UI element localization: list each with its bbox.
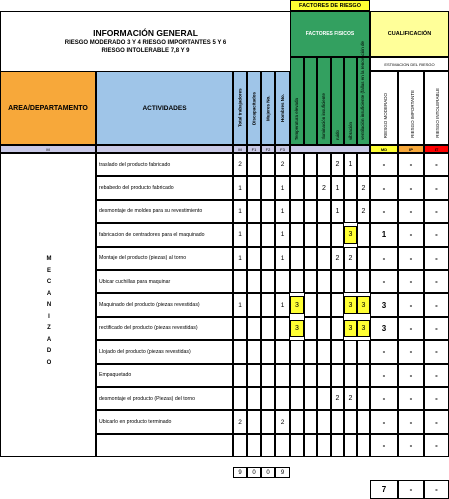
factor-cell [304, 270, 317, 293]
factor-ruido-header: ruido [331, 57, 344, 145]
factor-cell [304, 364, 317, 387]
riesgo-intolerable-cell: - [424, 176, 449, 199]
riesgo-importante-cell: - [398, 270, 424, 293]
mujeres-cell [261, 340, 275, 363]
factor-cell: 2 [331, 153, 344, 176]
total-cell [233, 387, 247, 410]
area-letters [45, 254, 53, 369]
hombres-cell: 2 [275, 410, 290, 433]
subheader-disc: F1 [247, 145, 261, 153]
riesgo-importante-cell: - [398, 153, 424, 176]
area-mecanizado [0, 153, 96, 457]
activity-cell: Llojado del producto (piezas revestidas) [96, 340, 233, 363]
factor-cell: 3 [344, 226, 357, 243]
factor-cell [290, 223, 304, 246]
factor-cell [331, 317, 344, 340]
riesgo-intolerable-cell: - [424, 364, 449, 387]
discapacitados-cell [247, 317, 261, 340]
factor-cell [331, 223, 344, 246]
discapacitados-cell [247, 364, 261, 387]
mujeres-cell [261, 387, 275, 410]
factor-cell [290, 387, 304, 410]
total-cell [233, 270, 247, 293]
hombres-cell [275, 387, 290, 410]
factor-cell [331, 293, 344, 316]
area-letter: D [46, 348, 52, 354]
actividades-header: ACTIVIDADES [96, 71, 233, 145]
riesgo-moderado-cell: - [370, 153, 398, 176]
area-letter: I [48, 313, 50, 320]
riesgo-importante-cell: - [398, 223, 424, 246]
factor-cell: 3 [290, 296, 304, 313]
riesgo-moderado-cell: 3 [370, 293, 398, 316]
riesgo-moderado-header: RIESGO MODERADO [370, 71, 398, 145]
factor-cell [357, 340, 370, 363]
factor-cell: 3 [290, 320, 304, 337]
discapacitados-cell [247, 434, 261, 457]
total-cell [233, 434, 247, 457]
factor-cell [290, 364, 304, 387]
hombres-sum: 9 [275, 467, 290, 478]
factor-cell [290, 434, 304, 457]
factor-cell [357, 270, 370, 293]
final-ip: - [398, 480, 424, 499]
factor-cell [357, 434, 370, 457]
hombres-cell [275, 317, 290, 340]
activity-cell: fabricacion de centradores para el maquinado [96, 223, 233, 246]
hombres-cell [275, 340, 290, 363]
discapacitados-cell [247, 153, 261, 176]
riesgo-importante-cell: - [398, 247, 424, 270]
factor-cell [317, 223, 331, 246]
discapacitados-cell [247, 247, 261, 270]
factor-cell: 3 [357, 296, 370, 313]
total-cell: 2 [233, 153, 247, 176]
riesgo-moderado-cell: - [370, 270, 398, 293]
factor-cell [317, 200, 331, 223]
factor-cell [304, 223, 317, 246]
hombres-cell: 1 [275, 223, 290, 246]
riesgo-moderado-cell: - [370, 247, 398, 270]
activity-cell: desmontaje el producto (Piezas) del torno [96, 387, 233, 410]
factor-cell [331, 364, 344, 387]
subheader-area: M [0, 145, 96, 153]
riesgo-moderado-cell: - [370, 410, 398, 433]
total-cell: 1 [233, 293, 247, 316]
factor-iluminacion-header: Iluminación insuficiente [317, 57, 331, 145]
riesgo-moderado-cell: - [370, 340, 398, 363]
factor-cell [344, 200, 357, 223]
area-letter: O [46, 359, 52, 366]
activity-cell: traslado del producto fabricado [96, 153, 233, 176]
riesgo-moderado-cell: - [370, 434, 398, 457]
riesgo-moderado-cell: 3 [370, 317, 398, 340]
factor-cell: 2 [344, 247, 357, 270]
factor-cell [304, 317, 317, 340]
activity-cell: Ubicar cuchillas para maquinar [96, 270, 233, 293]
discapacitados-header: Discapacitados [247, 71, 261, 145]
factor-cell [357, 223, 370, 246]
riesgo-importante-cell: - [398, 364, 424, 387]
factor-cell [357, 410, 370, 433]
discapacitados-cell [247, 270, 261, 293]
riesgo-intolerable-cell: - [424, 340, 449, 363]
factor-cell [344, 270, 357, 293]
estimacion-label: ESTIMACION DEL RIESGO [370, 57, 449, 71]
factor-cell [304, 387, 317, 410]
subheader-muj: F2 [261, 145, 275, 153]
riesgo-importante-cell: - [398, 176, 424, 199]
discapacitados-cell [247, 176, 261, 199]
discapacitados-cell [247, 340, 261, 363]
factor-cell [317, 153, 331, 176]
factor-vibracion-header: vibración [344, 57, 357, 145]
factor-cell: 2 [357, 176, 370, 199]
factor-cell [331, 410, 344, 433]
hombres-cell: 1 [275, 247, 290, 270]
factor-cell [290, 247, 304, 270]
factor-cell [304, 247, 317, 270]
factor-cell [290, 340, 304, 363]
total-trabajadores-header: Total trabajadores [233, 71, 247, 145]
hombres-cell [275, 364, 290, 387]
total-cell [233, 317, 247, 340]
activity-cell: Montaje del producto (piezas) al torno [96, 247, 233, 270]
area-letter: N [46, 302, 52, 308]
factor-cell [304, 200, 317, 223]
total-cell: 1 [233, 247, 247, 270]
subheader-ip: IP [398, 145, 424, 153]
factor-cell [304, 340, 317, 363]
factor-cell: 2 [331, 387, 344, 410]
discapacitados-sum: 0 [247, 467, 261, 478]
factor-cell: 2 [344, 387, 357, 410]
factores-riesgo-label: FACTORES DE RIESGO [290, 0, 370, 11]
activity-cell [96, 434, 233, 457]
factor-cell [317, 247, 331, 270]
riesgo-moderado-cell: 1 [370, 223, 398, 246]
riesgo-intolerable-cell: - [424, 410, 449, 433]
subheader-it: IT [424, 145, 449, 153]
activity-cell: Ubicarlo en producto terminado [96, 410, 233, 433]
mujeres-cell [261, 153, 275, 176]
factor-cell [290, 410, 304, 433]
mujeres-cell [261, 223, 275, 246]
riesgo-intolerable-cell: - [424, 317, 449, 340]
info-general-block [0, 11, 290, 71]
info-general-line3: RIESGO INTOLERABLE 7,8 Y 9 [101, 48, 190, 54]
discapacitados-cell [247, 200, 261, 223]
factor-cell [344, 410, 357, 433]
final-it: - [424, 480, 449, 499]
factor-cell [317, 434, 331, 457]
mujeres-cell [261, 200, 275, 223]
factor-ventilacion-header: ventilación insuficiente (fallas en la renovación de [357, 57, 370, 145]
factor-cell [331, 270, 344, 293]
total-cell: 1 [233, 223, 247, 246]
hombres-header: Hombres No. [275, 71, 290, 145]
factor-cell [317, 364, 331, 387]
factor-cell: 1 [331, 200, 344, 223]
riesgo-importante-cell: - [398, 293, 424, 316]
factor-cell [290, 270, 304, 293]
hombres-cell: 1 [275, 176, 290, 199]
total-trabajadores-sum: 9 [233, 467, 247, 478]
factor-cell: 3 [344, 296, 357, 313]
factor-cell [304, 410, 317, 433]
riesgo-intolerable-header: RIESGO INTOLERABLE [424, 71, 449, 145]
mujeres-cell [261, 434, 275, 457]
discapacitados-cell [247, 223, 261, 246]
mujeres-cell [261, 317, 275, 340]
factores-fisicos-header: FACTORES FISICOS [290, 11, 370, 57]
mujeres-cell [261, 176, 275, 199]
factor-cell [317, 340, 331, 363]
info-general-title: INFORMACIÓN GENERAL [93, 28, 198, 38]
mujeres-cell [261, 247, 275, 270]
area-letter: E [46, 267, 51, 274]
activity-cell: rectificado del producto (piezas revestidas) [96, 317, 233, 340]
riesgo-importante-header: RIESGO IMPORTANTE [398, 71, 424, 145]
factor-cell: 2 [317, 176, 331, 199]
area-letter: A [46, 336, 52, 343]
area-letter: C [46, 279, 52, 285]
area-header: AREA/DEPARTAMENTO [0, 71, 96, 145]
cualificacion-header: CUALIFICACIÓN [370, 11, 449, 57]
riesgo-intolerable-cell: - [424, 223, 449, 246]
final-md: 7 [370, 480, 398, 499]
riesgo-intolerable-cell: - [424, 153, 449, 176]
riesgo-intolerable-cell: - [424, 387, 449, 410]
riesgo-moderado-cell: - [370, 176, 398, 199]
mujeres-cell [261, 364, 275, 387]
factor-cell [290, 153, 304, 176]
factor-cell [331, 340, 344, 363]
subheader-md: MD [370, 145, 398, 153]
hombres-cell: 1 [275, 293, 290, 316]
factor-cell: 3 [357, 320, 370, 337]
factor-cell [317, 317, 331, 340]
activity-cell: Maquinado del producto (piezas revestidas) [96, 293, 233, 316]
riesgo-importante-cell: - [398, 340, 424, 363]
activity-cell: rebabedo del producto fabricado [96, 176, 233, 199]
mujeres-cell [261, 410, 275, 433]
hombres-cell [275, 434, 290, 457]
factor-cell [357, 153, 370, 176]
factor-cell [344, 176, 357, 199]
area-letter: Z [47, 325, 51, 331]
riesgo-moderado-cell: - [370, 387, 398, 410]
info-general-line2: RIESGO MODERADO 3 Y 4 RIESGO IMPORTANTES 5 Y 6 [64, 40, 227, 46]
riesgo-importante-cell: - [398, 317, 424, 340]
hombres-cell: 1 [275, 200, 290, 223]
activity-cell: Empaquetado [96, 364, 233, 387]
riesgo-moderado-cell: - [370, 364, 398, 387]
riesgo-importante-cell: - [398, 200, 424, 223]
factor-cell [304, 293, 317, 316]
factor-temperatura-header: Temperatura elevada [290, 57, 304, 145]
factor-cell [357, 247, 370, 270]
total-cell: 1 [233, 176, 247, 199]
riesgo-intolerable-cell: - [424, 270, 449, 293]
mujeres-header: Mujeres No. [261, 71, 275, 145]
hombres-cell: 2 [275, 153, 290, 176]
riesgo-importante-cell: - [398, 410, 424, 433]
factor-cell [317, 293, 331, 316]
total-cell [233, 340, 247, 363]
subheader-factors [290, 145, 370, 153]
discapacitados-cell [247, 387, 261, 410]
riesgo-intolerable-cell: - [424, 247, 449, 270]
factor-cell [304, 176, 317, 199]
total-cell [233, 364, 247, 387]
factor-cell [317, 387, 331, 410]
factor-cell [344, 340, 357, 363]
riesgo-intolerable-cell: - [424, 434, 449, 457]
factor-cell: 1 [331, 176, 344, 199]
riesgo-intolerable-cell: - [424, 200, 449, 223]
factor-cell: 1 [344, 153, 357, 176]
factor-cell [304, 434, 317, 457]
riesgo-importante-cell: - [398, 387, 424, 410]
mujeres-cell [261, 293, 275, 316]
factor-cell: 3 [344, 320, 357, 337]
factor-cell [331, 434, 344, 457]
riesgo-importante-cell: - [398, 434, 424, 457]
factor-cell [344, 434, 357, 457]
discapacitados-cell [247, 293, 261, 316]
mujeres-cell [261, 270, 275, 293]
factor-cell [357, 387, 370, 410]
hombres-cell [275, 270, 290, 293]
riesgo-moderado-cell: - [370, 200, 398, 223]
activity-cell: desmontaje de moldes para su revestimiento [96, 200, 233, 223]
factor-cell [357, 364, 370, 387]
factor-col2-header [304, 57, 317, 145]
total-cell: 2 [233, 410, 247, 433]
factor-cell [304, 153, 317, 176]
factor-cell [290, 176, 304, 199]
factor-cell [290, 200, 304, 223]
factor-cell [317, 410, 331, 433]
subheader-hom: F3 [275, 145, 290, 153]
factor-cell: 2 [357, 200, 370, 223]
area-letter: A [46, 290, 52, 297]
factor-cell: 2 [331, 247, 344, 270]
factor-cell [317, 270, 331, 293]
riesgo-intolerable-cell: - [424, 293, 449, 316]
factor-cell [344, 364, 357, 387]
mujeres-sum: 0 [261, 467, 275, 478]
total-cell: 1 [233, 200, 247, 223]
subheader-total: M [233, 145, 247, 153]
area-letter: M [46, 256, 52, 262]
subheader-actividades [96, 145, 233, 153]
discapacitados-cell [247, 410, 261, 433]
